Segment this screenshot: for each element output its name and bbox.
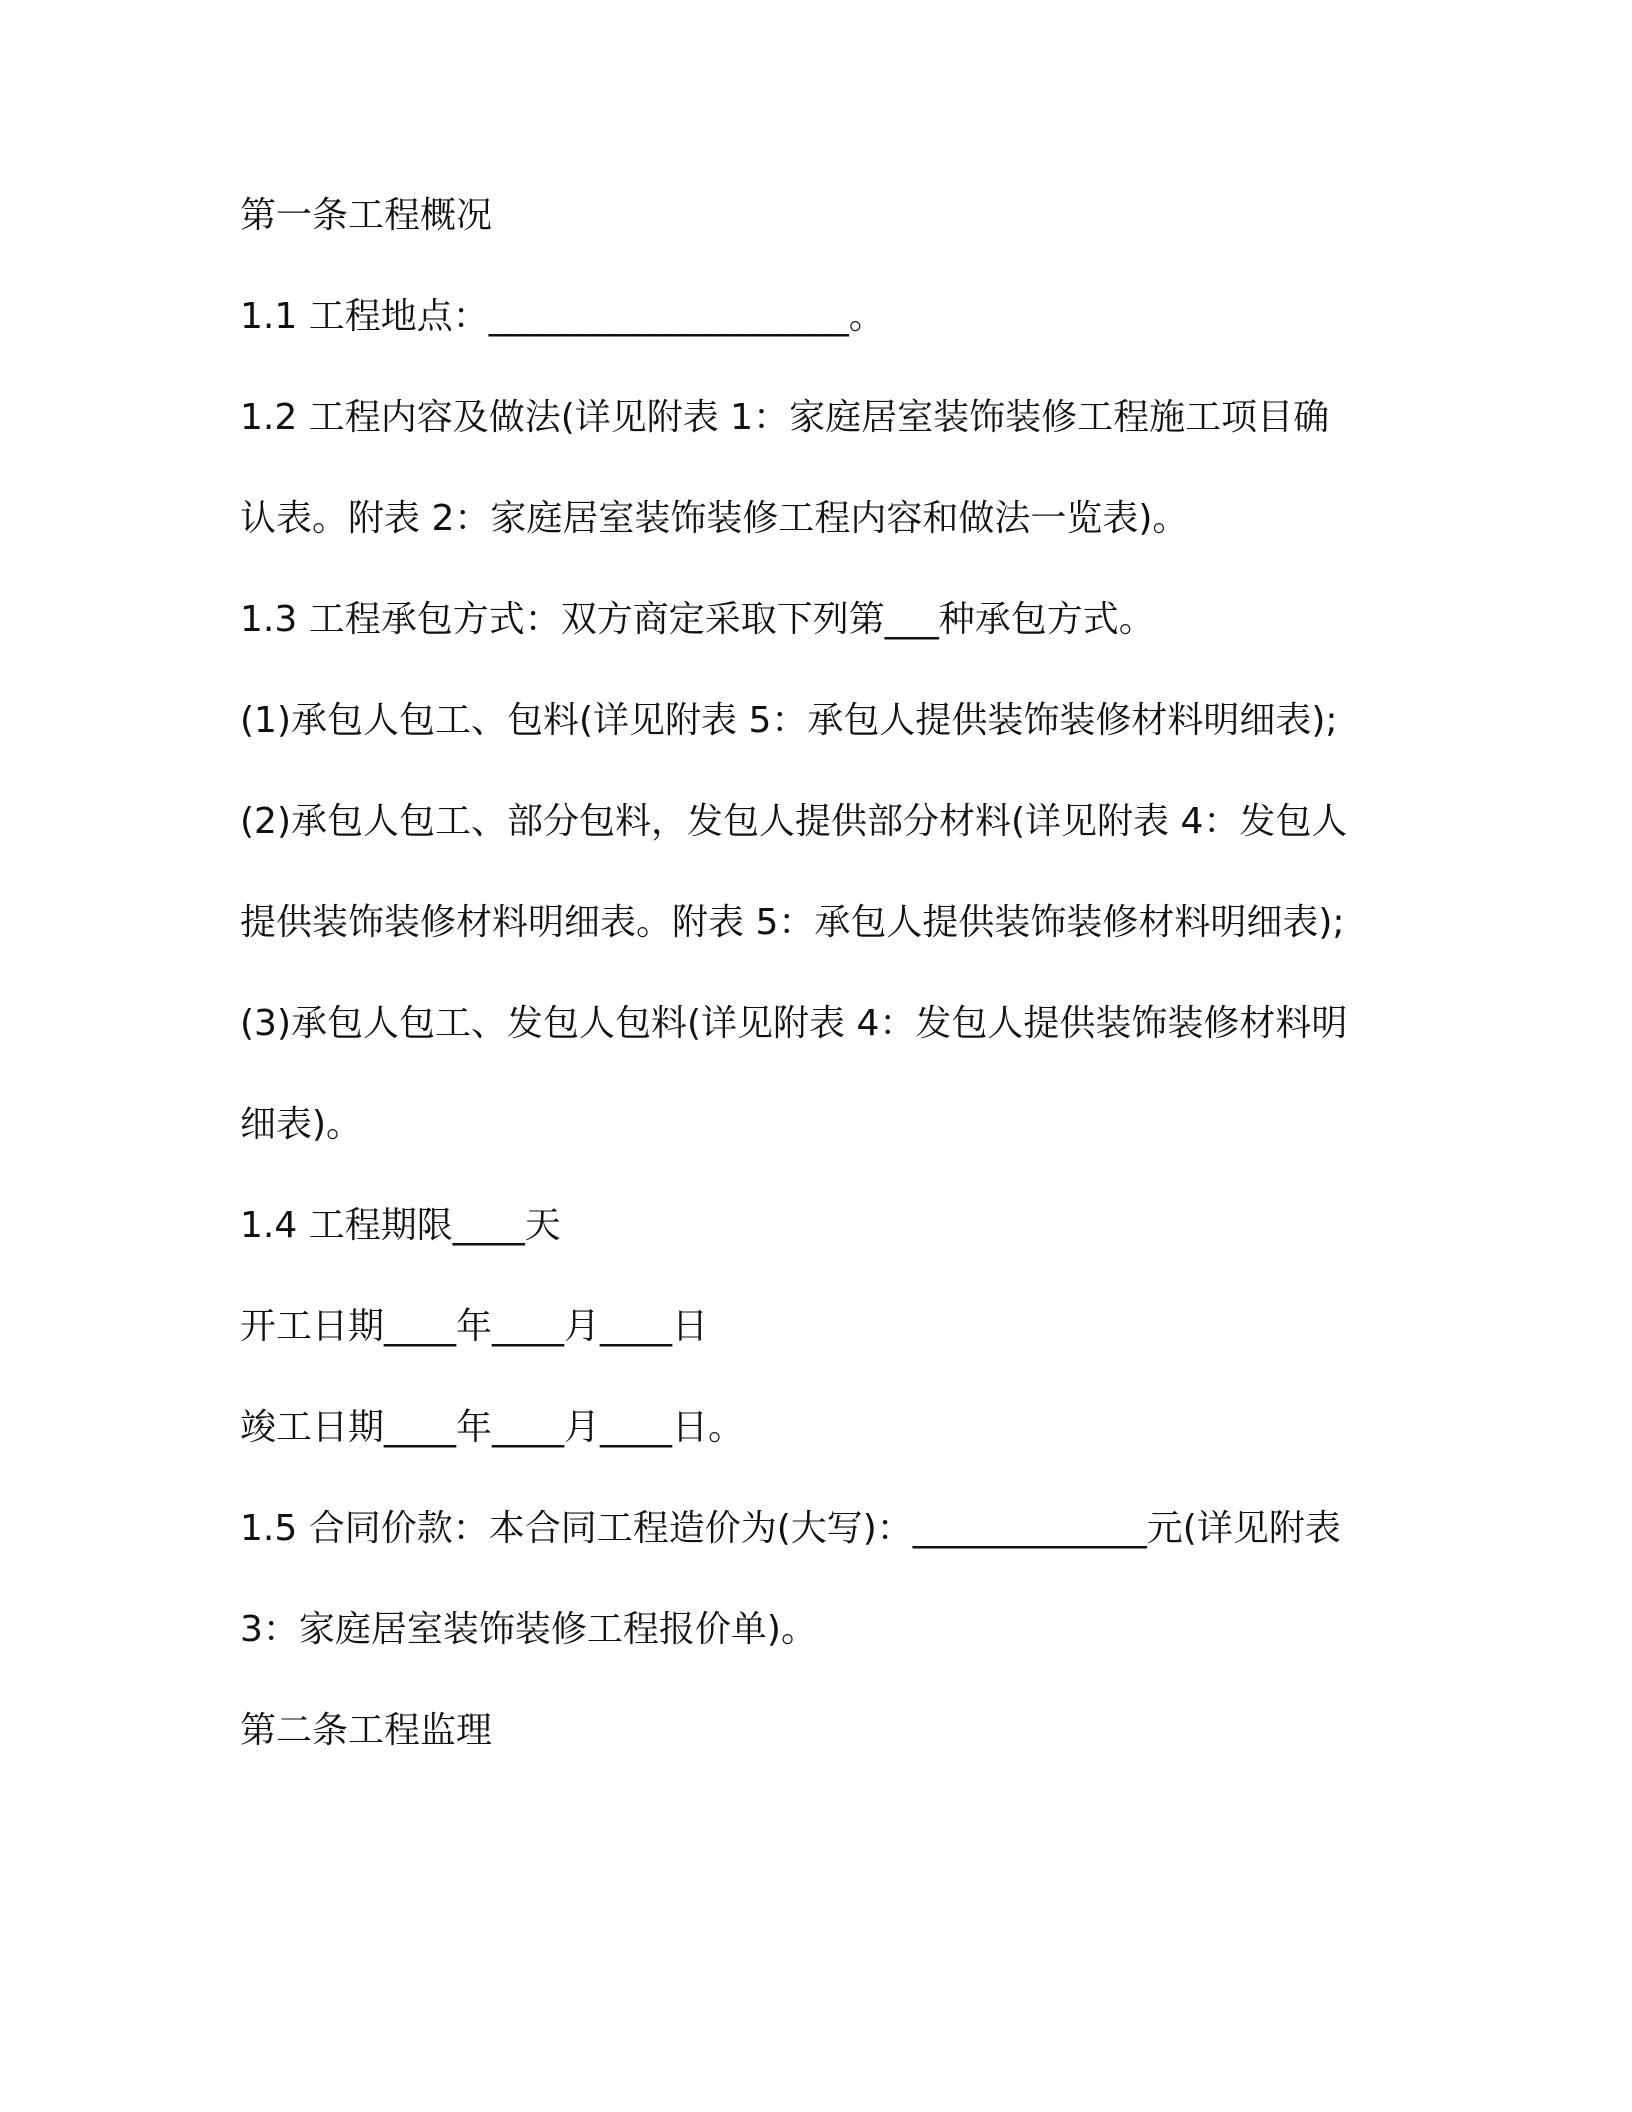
- option-1: (1)承包人包工、包料(详见附表 5：承包人提供装饰装修材料明细表);: [240, 700, 1338, 741]
- clause-1-2-line-2: 认表。附表 2：家庭居室装饰装修工程内容和做法一览表)。: [240, 498, 1189, 539]
- clause-1-5-line-2: 3：家庭居室装饰装修工程报价单)。: [240, 1609, 817, 1650]
- section-heading-2: 第二条工程监理: [240, 1710, 493, 1751]
- option-2-line-2: 提供装饰装修材料明细表。附表 5：承包人提供装饰装修材料明细表);: [240, 902, 1345, 943]
- option-3-line-1: (3)承包人包工、发包人包料(详见附表 4：发包人提供装饰装修材料明: [240, 1003, 1348, 1044]
- section-heading-1: 第一条工程概况: [240, 195, 493, 236]
- clause-1-5-line-1: 1.5 合同价款：本合同工程造价为(大写)：_____________元(详见附表: [240, 1508, 1341, 1549]
- option-2-line-1: (2)承包人包工、部分包料，发包人提供部分材料(详见附表 4：发包人: [240, 801, 1348, 842]
- clause-1-1: 1.1 工程地点：____________________。: [240, 296, 885, 337]
- start-date: 开工日期____年____月____日: [240, 1306, 709, 1347]
- completion-date: 竣工日期____年____月____日。: [240, 1407, 745, 1448]
- clause-1-2-line-1: 1.2 工程内容及做法(详见附表 1：家庭居室装饰装修工程施工项目确: [240, 397, 1330, 438]
- option-3-line-2: 细表)。: [240, 1104, 363, 1145]
- clause-1-4: 1.4 工程期限____天: [240, 1205, 561, 1246]
- clause-1-3: 1.3 工程承包方式：双方商定采取下列第___种承包方式。: [240, 599, 1155, 640]
